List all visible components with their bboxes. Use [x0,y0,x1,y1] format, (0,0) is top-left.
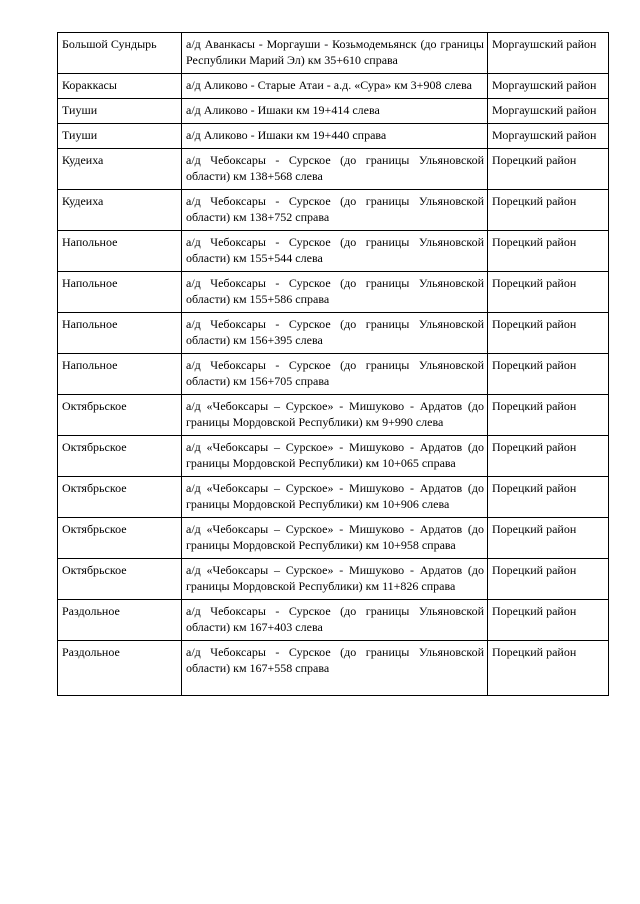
district-cell: Моргаушский район [488,74,609,99]
district-cell: Порецкий район [488,559,609,600]
table-row [58,354,609,395]
settlement-cell: Раздольное [58,641,182,696]
table-row [58,518,609,559]
district-cell: Порецкий район [488,272,609,313]
table-row [58,99,609,124]
settlement-cell: Напольное [58,231,182,272]
road-cell: а/д Аликово - Ишаки км 19+414 слева [182,99,488,124]
road-objects-table [57,32,609,696]
table-row [58,272,609,313]
district-cell: Моргаушский район [488,124,609,149]
settlement-cell: Октябрьское [58,518,182,559]
district-cell: Порецкий район [488,231,609,272]
district-cell: Порецкий район [488,190,609,231]
road-cell: а/д Чебоксары - Сурское (до границы Ульяновской области) км 156+395 слева [182,313,488,354]
settlement-cell: Октябрьское [58,436,182,477]
table-row [58,149,609,190]
road-cell: а/д Чебоксары - Сурское (до границы Ульяновской области) км 156+705 справа [182,354,488,395]
road-cell: а/д «Чебоксары – Сурское» - Мишуково - Ардатов (до границы Мордовской Республики) км 9+990 слева [182,395,488,436]
road-cell: а/д «Чебоксары – Сурское» - Мишуково - Ардатов (до границы Мордовской Республики) км 11+826 справа [182,559,488,600]
road-cell: а/д Аликово - Ишаки км 19+440 справа [182,124,488,149]
district-cell: Порецкий район [488,518,609,559]
road-cell: а/д «Чебоксары – Сурское» - Мишуково - Ардатов (до границы Мордовской Республики) км 10+065 справа [182,436,488,477]
settlement-cell: Напольное [58,272,182,313]
table-row [58,74,609,99]
district-cell: Порецкий район [488,354,609,395]
settlement-cell: Напольное [58,313,182,354]
road-cell: а/д Чебоксары - Сурское (до границы Ульяновской области) км 155+586 справа [182,272,488,313]
table-row [58,124,609,149]
table-row [58,313,609,354]
settlement-cell: Большой Сундырь [58,33,182,74]
road-cell: а/д Чебоксары - Сурское (до границы Ульяновской области) км 155+544 слева [182,231,488,272]
district-cell: Порецкий район [488,641,609,696]
district-cell: Моргаушский район [488,99,609,124]
settlement-cell: Кудеиха [58,190,182,231]
district-cell: Порецкий район [488,149,609,190]
road-cell: а/д «Чебоксары – Сурское» - Мишуково - Ардатов (до границы Мордовской Республики) км 10+906 слева [182,477,488,518]
district-cell: Моргаушский район [488,33,609,74]
settlement-cell: Кораккасы [58,74,182,99]
table-row [58,477,609,518]
district-cell: Порецкий район [488,395,609,436]
district-cell: Порецкий район [488,477,609,518]
table-row [58,33,609,74]
table-row [58,559,609,600]
settlement-cell: Раздольное [58,600,182,641]
settlement-cell: Октябрьское [58,559,182,600]
road-cell: а/д Чебоксары - Сурское (до границы Ульяновской области) км 167+558 справа [182,641,488,696]
table-row [58,231,609,272]
road-cell: а/д Аванкасы - Моргауши - Козьмодемьянск (до границы Республики Марий Эл) км 35+610 справа [182,33,488,74]
settlement-cell: Тиуши [58,124,182,149]
road-cell: а/д Чебоксары - Сурское (до границы Ульяновской области) км 167+403 слева [182,600,488,641]
district-cell: Порецкий район [488,600,609,641]
settlement-cell: Октябрьское [58,477,182,518]
table-body [58,33,609,696]
table-row [58,395,609,436]
settlement-cell: Кудеиха [58,149,182,190]
road-cell: а/д Чебоксары - Сурское (до границы Ульяновской области) км 138+752 справа [182,190,488,231]
settlement-cell: Октябрьское [58,395,182,436]
table-row [58,436,609,477]
district-cell: Порецкий район [488,436,609,477]
district-cell: Порецкий район [488,313,609,354]
table-row [58,641,609,696]
table-row [58,190,609,231]
road-cell: а/д Аликово - Старые Атаи - а.д. «Сура» км 3+908 слева [182,74,488,99]
settlement-cell: Напольное [58,354,182,395]
road-cell: а/д Чебоксары - Сурское (до границы Ульяновской области) км 138+568 слева [182,149,488,190]
table-row [58,600,609,641]
settlement-cell: Тиуши [58,99,182,124]
road-cell: а/д «Чебоксары – Сурское» - Мишуково - Ардатов (до границы Мордовской Республики) км 10+958 справа [182,518,488,559]
